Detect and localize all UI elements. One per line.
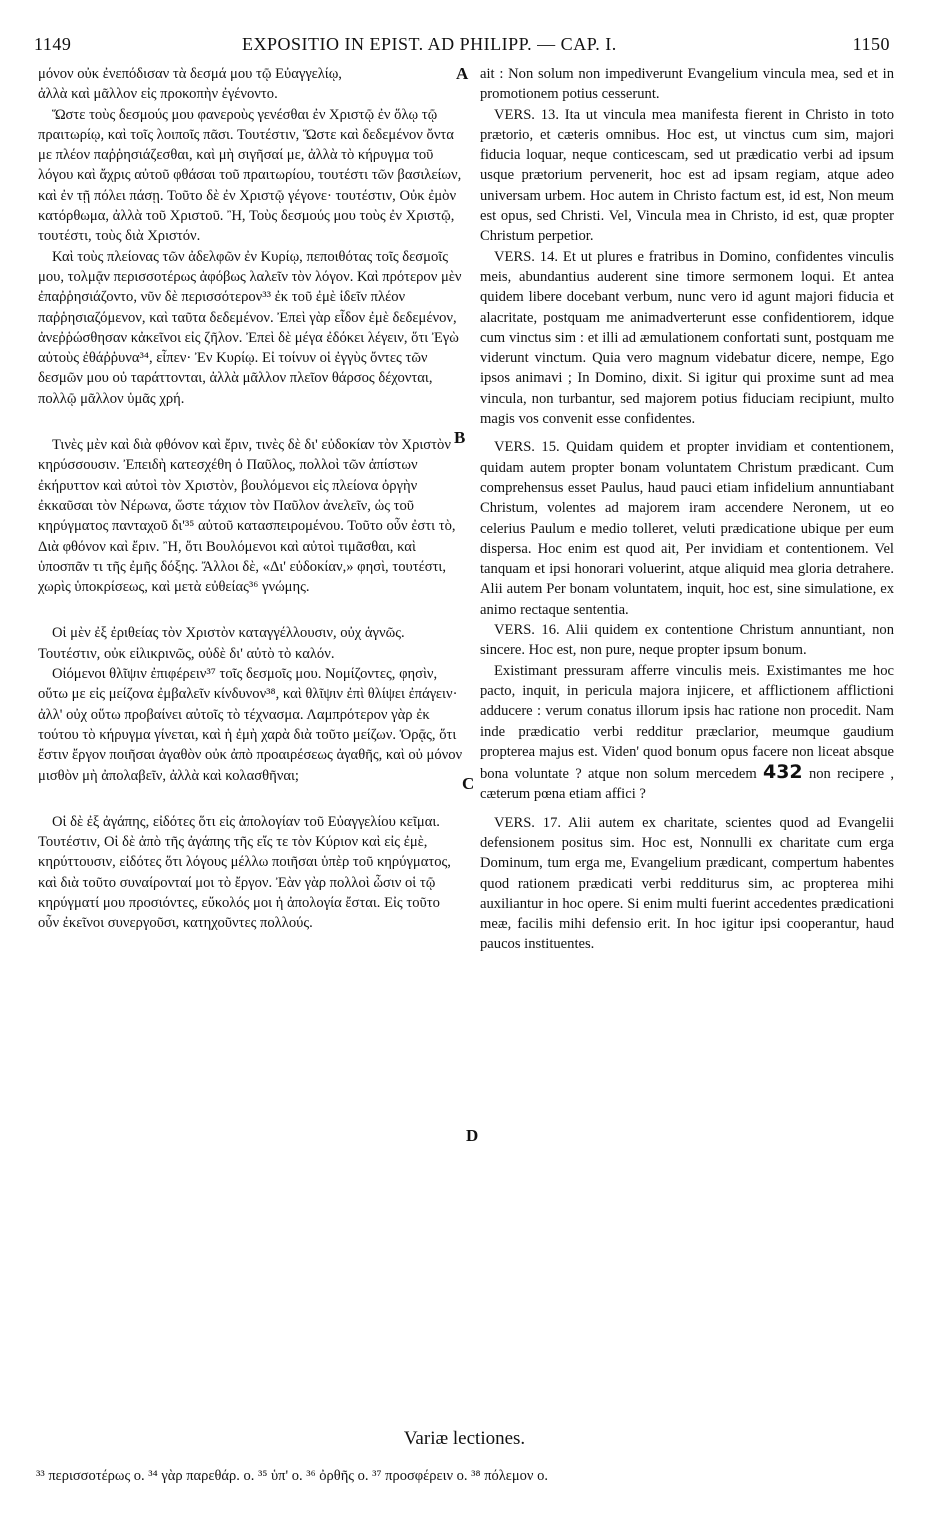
footnotes: ³³ περισσοτέρως o. ³⁴ γὰρ παρεθάρ. o. ³⁵ ὑπ' o. ³⁶ ὀρθῆς o. ³⁷ προσφέρειν o. ³⁸ πόλεμον o.: [36, 1468, 548, 1484]
margin-letter-d: D: [466, 1126, 479, 1145]
variae-lectiones-title: Variæ lectiones.: [403, 1428, 526, 1449]
margin-letter-b: B: [454, 428, 466, 447]
latin-paragraph: ait : Non solum non impediverunt Evangelium vincula mea, sed et in promotionem potius cesserunt.: [480, 66, 894, 103]
page-header: [34, 34, 896, 60]
latin-paragraph: [480, 661, 894, 805]
margin-letter-a: A: [456, 64, 469, 83]
right-column-number: 1150: [852, 34, 890, 54]
latin-text: non recipere , cæterum pœna etiam affici ?: [480, 766, 894, 803]
greek-paragraph: Οἱ δὲ ἐξ ἀγάπης, εἰδότες ὅτι εἰς ἀπολογίαν τοῦ Εὐαγγελίου κεῖμαι. Τουτέστιν, Οἱ δὲ ἀπὸ τῆς ἀγάπης τῆς εἴς τε τὸν Κύριον καὶ εἰς ἐμὲ, κηρύττουσιν, εἰδότες ὅτι λόγους μέλλω ποιῆσαι ὑπὲρ τοῦ κηρύγματος, καὶ διὰ τοῦτο συναίρονταί μοι τὸ ἔργον. Ἐὰν γὰρ πολλοὶ ὦσιν οἱ τῷ κηρύγματί μου προσιόντες, εὔκολός μοι ἡ ἀπολογία ἔσται. Εἰς τοῦτο οὖν ἐκεῖνοι συνεργοῦσι, κατηχοῦντες πολλούς.: [38, 813, 451, 932]
latin-column: [480, 64, 894, 955]
latin-paragraph: VERS. 13. Ita ut vincula mea manifesta fierent in Christo in toto prætorio, et cæteris omnibus. Hoc est, ut vinctus cum sim, majori fiducia loquar, neque conticescam, sed ut prædicatio verbi ad ipsum usque prætorium pervenerit, hoc est ad ipsam regiam, atque adeo universam urbem. Hoc autem in Christo factum est, id est, Non meum est opus, sed Christi. Vel, Vincula mea in Christo, id est, quæ propter Christum perpetior.: [480, 106, 894, 245]
left-column-number: 1149: [34, 34, 72, 54]
greek-paragraph: μόνον οὐκ ἐνεπόδισαν τὰ δεσμά μου τῷ Εὐαγγελίῳ,: [38, 66, 342, 82]
latin-paragraph: VERS. 16. Alii quidem ex contentione Christum annuntiant, non sincere. Hoc est, non pure, neque propter ipsum bonum.: [480, 622, 894, 659]
greek-column: [38, 64, 464, 934]
page-number: 432: [762, 761, 803, 784]
greek-paragraph: Οἱ μὲν ἐξ ἐριθείας τὸν Χριστὸν καταγγέλλουσιν, οὐχ ἁγνῶς. Τουτέστιν, οὐκ εἰλικρινῶς, οὐδὲ δι' αὐτὸ τὸ καλόν.: [38, 625, 405, 662]
greek-paragraph: Οἰόμενοι θλῖψιν ἐπιφέρειν³⁷ τοῖς δεσμοῖς μου. Νομίζοντες, φησὶν, οὕτω με εἰς μείζονα ἐμβαλεῖν κίνδυνον³⁸, καὶ θλῖψιν ἐπὶ θλίψει ἐπάγειν· ἀλλ' οὐχ οὕτω προβαίνει αὐτοῖς τὸ τέχνασμα. Λαμπρότερον γὰρ ἐκ τούτου τὸ κήρυγμα γίνεται, καὶ ἡ ἐμὴ χαρὰ διὰ τοῦτο μείζων. Ὁρᾷς, ὅτι ἔστιν ἔργον ποιῆσαι ἀγαθὸν οὐκ ἀπὸ προαιρέσεως ἀγαθῆς, καὶ οὐ μόνον μισθὸν μὴ ἀπολαβεῖν, ἀλλὰ καὶ κολασθῆναι;: [38, 666, 463, 784]
greek-paragraph: Καὶ τοὺς πλείονας τῶν ἀδελφῶν ἐν Κυρίῳ, πεποιθότας τοῖς δεσμοῖς μου, τολμᾷν περισσοτέρως ἀφόβως λαλεῖν τὸν λόγον. Καὶ πρότερον μὲν ἐπαῤῥησιάζοντο, νῦν δὲ περισσότερον³³ ἐκ τοῦ ἐμὲ ἰδεῖν πλέον παῤῥησιαζόμενον, καὶ ταῦτα δεδεμένον. Ἐπεὶ γὰρ εἶδον ἐμὲ δεδεμένον, ἀνεῤῥώσθησαν κἀκεῖνοι εἰς ζῆλον. Ἐπεὶ δὲ μέγα ἐδόκει λέγειν, ὅτι Ἐγὼ αὐτοὺς ἐθάῤῥυνα³⁴, εἶπεν· Ἐν Κυρίῳ. Εἰ τοίνυν οἱ ἐγγὺς ὄντες τῶν δεσμῶν μου οὐ ταράττονται, ἀλλὰ μᾶλλον πλεῖον θάρσος δέχονται, πολλῷ μᾶλλον ὑμᾶς χρή.: [38, 248, 462, 407]
greek-paragraph: Ὥστε τοὺς δεσμούς μου φανεροὺς γενέσθαι ἐν Χριστῷ ἐν ὅλῳ τῷ πραιτωρίῳ, καὶ τοῖς λοιποῖς πᾶσι. Τουτέστιν, Ὥστε καὶ δεδεμένον ὄντα με πλέον παῤῥησιάζεσθαι, καὶ μὴ σιγῆσαί με, ἀλλὰ τὸ κήρυγμα τοῦ λόγου καὶ ἄχρις αὐτοῦ φθάσαι τοῦ πραιτωρίου, τουτέστι τῶν βασιλείων, καὶ ἐν τῇ πόλει πάσῃ. Τοῦτο δὲ ἐν Χριστῷ γέγονε· τουτέστιν, Οὐκ ἐμὸν κατόρθωμα, ἀλλὰ τοῦ Χριστοῦ. Ἢ, Τοὺς δεσμούς μου τοὺς ἐν Χριστῷ, τουτέστι, τοὺς διὰ Χριστόν.: [38, 106, 462, 245]
running-title: EXPOSITIO IN EPIST. AD PHILIPP. — CAP. I.: [242, 34, 617, 54]
greek-paragraph: Τινὲς μὲν καὶ διὰ φθόνον καὶ ἔριν, τινὲς δὲ δι' εὐδοκίαν τὸν Χριστὸν κηρύσσουσιν. Ἐπειδὴ κατεσχέθη ὁ Παῦλος, πολλοὶ τῶν ἀπίστων ἐκήρυττον καὶ αὐτοὶ τὸν Χριστὸν, βουλόμενοι εἰς πλείονα ὀργὴν ἐκκαῦσαι τὸν Νέρωνα, ὥστε τάχιον τὸν Παῦλον ἀνελεῖν, ὡς τοῦ κηρύγματος πανταχοῦ δι'³⁵ αὐτοῦ κατασπειρομένου. Τοῦτο οὖν ἐστι τὸ, Διὰ φθόνον καὶ ἔριν. Ἢ, ὅτι Βουλόμενοι καὶ αὐτοὶ τιμᾶσθαι, καὶ ὑποσπᾶν τι τῆς ἐμῆς δόξης. Ἄλλοι δὲ, «Δι' εὐδοκίαν,» φησὶ, τουτέστι, χωρὶς ὑποκρίσεως, καὶ μετὰ εὐθείας³⁶ γνώμης.: [38, 437, 456, 596]
latin-paragraph: VERS. 15. Quidam quidem et propter invidiam et contentionem, quidam autem propter bonam voluntatem Christum prædicant. Cum comprehensus esset Paulus, haud pauci etiam infidelium annuntiabant Christum, volentes ad majorem iram accendere Neronem, ut eo celerius Paulum e medio tolleret, veluti prædicatione ubique per eum dispersa. Hoc enim est quod ait, Per invidiam et contentionem. Vel tanquam et ipsi honorari voluerint, atque aliquid mea gloria detrahere. Alii autem Per bonam voluntatem, inquit, hoc est, sine simulatione, ex animo rectaque sententia.: [480, 439, 894, 618]
greek-paragraph: ἀλλὰ καὶ μᾶλλον εἰς προκοπὴν ἐγένοντο.: [38, 86, 278, 103]
latin-text: Existimant pressuram afferre vinculis meis. Existimantes me hoc pacto, inquit, in pericula majora injicere, et afflictionem afflictioni adducere : verum conatus illorum ipsis hac ratione non procedit. Nam inde prædicatio verbi redditur præclarior, meumque gaudium propterea majus est. Viden' quod bonum opus facere non liceat absque bona voluntate ? atque non solum mercedem: [480, 662, 894, 783]
latin-paragraph: VERS. 14. Et ut plures e fratribus in Domino, confidentes vinculis meis, abundantius auderent sine timore sermonem loqui. Et antea quidem libere docebant verbum, nunc vero id agunt majori fiducia et alacritate, postquam me animadverterunt esse confidentiorem, idque cum vinctus sim : et illi ad æmulationem confortati sunt, postquam me viderunt vinctum. Quia vero magnum videbatur dicere, nempe, Ego ipsos animavi ; In Domino, dixit. Si igitur qui proxime sunt ad mea vincula, non turbantur, sed majorem potius fiduciam recipiunt, multo magis vos convenit esse confidentes.: [480, 248, 894, 428]
latin-paragraph: VERS. 17. Alii autem ex charitate, scientes quod ad Evangelii defensionem positus sim. Hoc est, Nonnulli ex charitate cum erga Dominum, tum erga me, Evangelium prædicant, compertum habentes quod rationem prædicati verbi redditurus sim, ac propterea mihi auxiliantur in hoc opere. Si enim multi fuerint accedentes prædicationi meæ, facilis mihi defensio erit. In hoc igitur ipsi cooperantur, haud paucos instituentes.: [480, 814, 894, 953]
margin-letter-c: C: [462, 774, 475, 793]
